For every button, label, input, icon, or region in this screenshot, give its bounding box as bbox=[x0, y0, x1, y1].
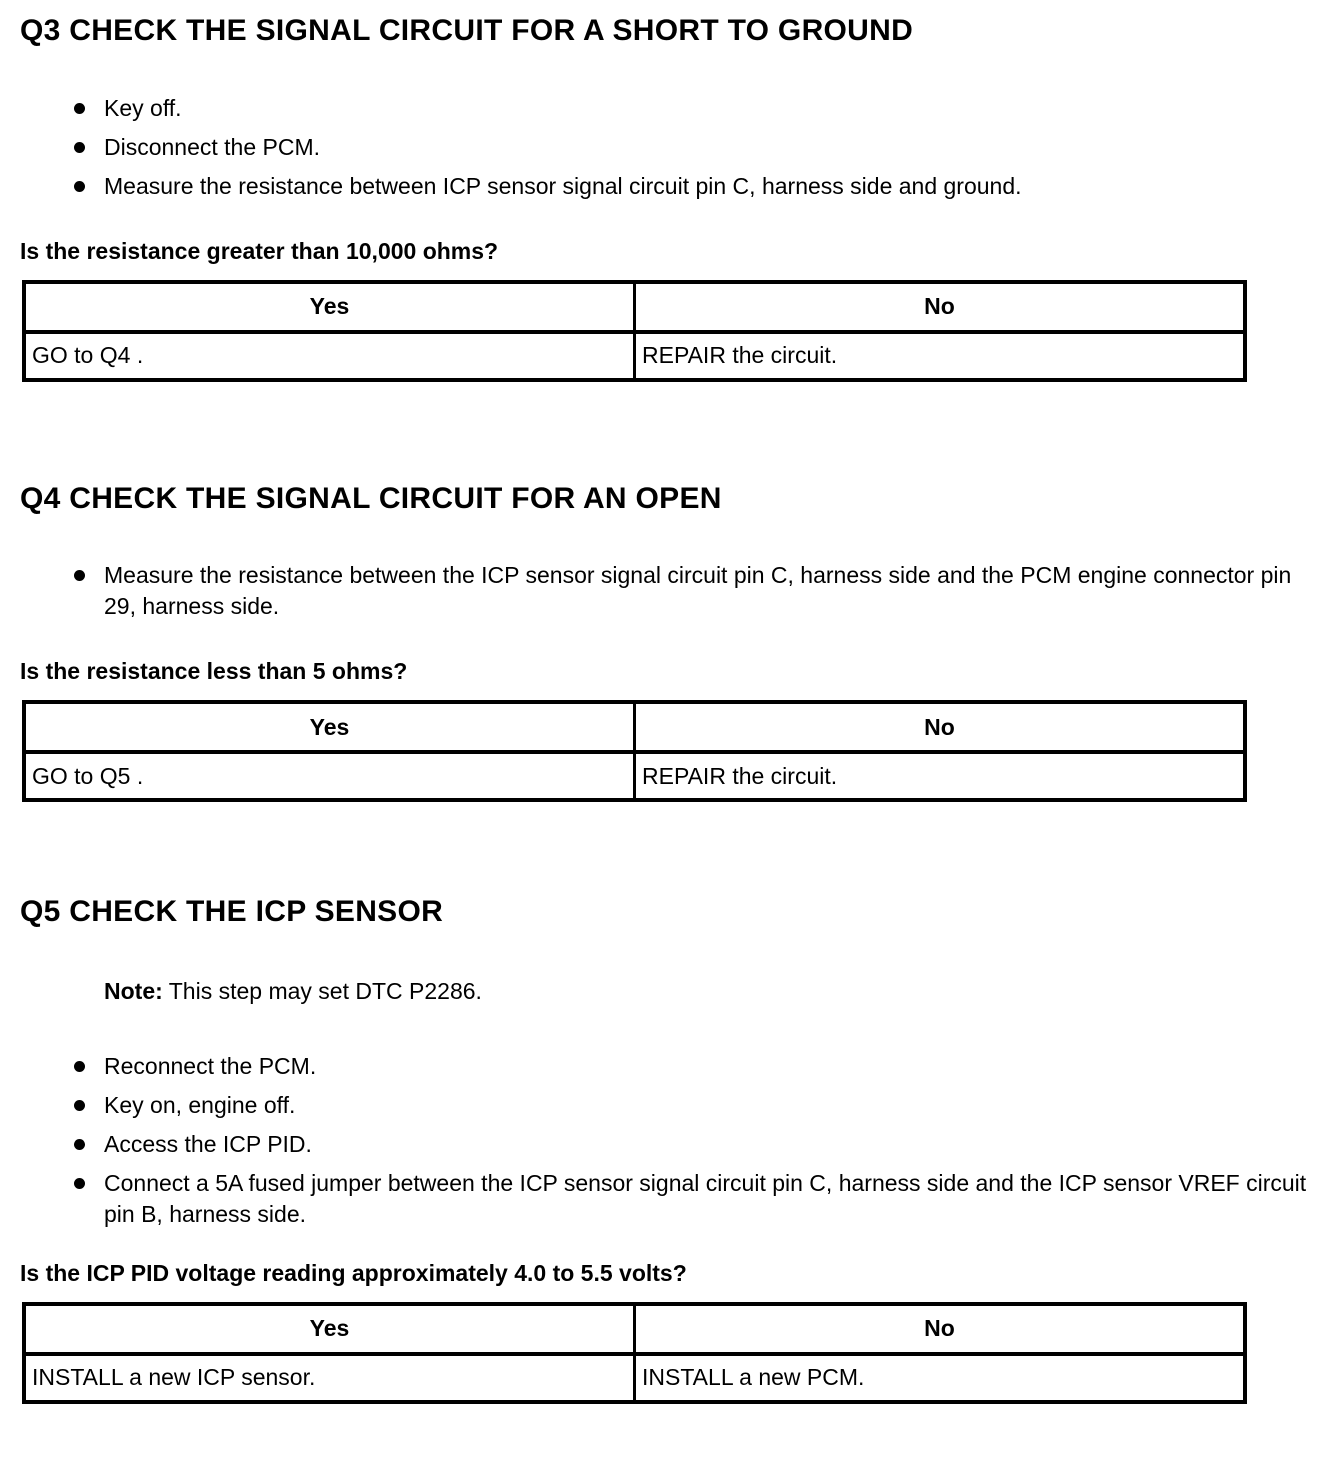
yes-action-cell: INSTALL a new ICP sensor. bbox=[24, 1354, 635, 1402]
no-column-header: No bbox=[635, 1304, 1246, 1354]
yes-column-header: Yes bbox=[24, 1304, 635, 1354]
section-q3-question: Is the resistance greater than 10,000 ohms? bbox=[20, 237, 499, 264]
bullet-item: Access the ICP PID. bbox=[20, 1129, 1320, 1160]
no-action-cell: REPAIR the circuit. bbox=[635, 332, 1246, 380]
table-row bbox=[24, 1354, 1245, 1402]
no-column-header: No bbox=[635, 282, 1246, 332]
section-q3-bullets bbox=[20, 93, 1320, 202]
note bbox=[20, 978, 1320, 1005]
section-q3-answer-table bbox=[22, 280, 1247, 382]
table-row bbox=[24, 752, 1245, 800]
yes-column-header: Yes bbox=[24, 282, 635, 332]
yes-column-header: Yes bbox=[24, 702, 635, 752]
section-q4-bullets bbox=[20, 560, 1320, 622]
yes-action-cell: GO to Q4 . bbox=[24, 332, 635, 380]
table-row bbox=[24, 332, 1245, 380]
bullet-item: Measure the resistance between ICP sensor signal circuit pin C, harness side and ground. bbox=[20, 171, 1320, 202]
no-action-cell: INSTALL a new PCM. bbox=[635, 1354, 1246, 1402]
section-q5-heading: Q5 CHECK THE ICP SENSOR bbox=[20, 895, 444, 928]
section-q5-question: Is the ICP PID voltage reading approximately 4.0 to 5.5 volts? bbox=[20, 1259, 687, 1286]
bullet-item: Disconnect the PCM. bbox=[20, 132, 1320, 163]
no-column-header: No bbox=[635, 702, 1246, 752]
section-q3 bbox=[20, 14, 1320, 382]
bullet-item: Measure the resistance between the ICP sensor signal circuit pin C, harness side and the PCM engine connector pin 29, harness side. bbox=[20, 560, 1320, 622]
section-q5-bullets bbox=[20, 1051, 1320, 1230]
section-q5 bbox=[20, 895, 1320, 1404]
note-label: Note: bbox=[104, 977, 163, 1004]
bullet-item: Key off. bbox=[20, 93, 1320, 124]
section-q4-question: Is the resistance less than 5 ohms? bbox=[20, 658, 408, 684]
bullet-item: Connect a 5A fused jumper between the ICP sensor signal circuit pin C, harness side and the ICP sensor VREF circuit pin B, harness side. bbox=[20, 1168, 1320, 1230]
section-q4-heading: Q4 CHECK THE SIGNAL CIRCUIT FOR AN OPEN bbox=[20, 481, 722, 515]
section-q3-heading: Q3 CHECK THE SIGNAL CIRCUIT FOR A SHORT TO GROUND bbox=[20, 14, 914, 47]
table-header-row bbox=[24, 702, 1245, 752]
yes-action-cell: GO to Q5 . bbox=[24, 752, 635, 800]
bullet-item: Reconnect the PCM. bbox=[20, 1051, 1320, 1082]
no-action-cell: REPAIR the circuit. bbox=[635, 752, 1246, 800]
table-header-row bbox=[24, 1304, 1245, 1354]
section-q5-answer-table bbox=[22, 1302, 1247, 1404]
section-q4-answer-table bbox=[22, 700, 1247, 802]
note-text: This step may set DTC P2286. bbox=[162, 977, 482, 1004]
table-header-row bbox=[24, 282, 1245, 332]
bullet-item: Key on, engine off. bbox=[20, 1090, 1320, 1121]
section-q4 bbox=[20, 482, 1320, 803]
